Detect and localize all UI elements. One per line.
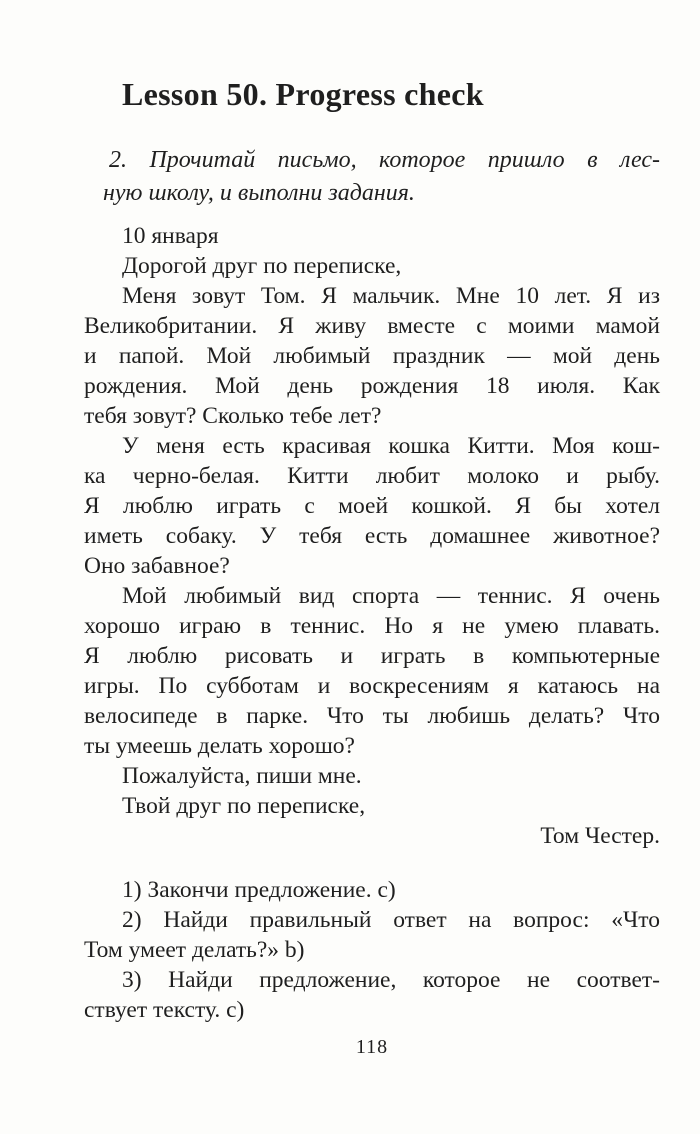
instruction-line: ную школу, и выполни задания.	[103, 180, 415, 206]
letter-line: иметь собаку. У тебя есть домашнее животное?	[84, 523, 660, 549]
letter-line: Меня зовут Том. Я мальчик. Мне 10 лет. Я из	[122, 283, 660, 309]
letter-line: Пожалуйста, пиши мне.	[122, 763, 362, 789]
exercise-line: 3) Найди предложение, которое не соответ-	[122, 967, 660, 993]
exercise-line: Том умеет делать?» b)	[84, 937, 305, 963]
page-title: Lesson 50. Progress check	[122, 76, 484, 112]
letter-line: тебя зовут? Сколько тебе лет?	[84, 403, 382, 429]
instruction-line: 2. Прочитай письмо, которое пришло в лес-	[109, 147, 660, 173]
letter-line: Твой друг по переписке,	[122, 793, 366, 819]
letter-line: и папой. Мой любимый праздник — мой день	[84, 343, 660, 369]
letter-line: игры. По субботам и воскресениям я катаюсь на	[84, 673, 660, 699]
letter-line: хорошо играю в теннис. Но я не умею плавать.	[84, 613, 660, 639]
exercise-line: 2) Найди правильный ответ на вопрос: «Что	[122, 907, 660, 933]
letter-line: Я люблю рисовать и играть в компьютерные	[84, 643, 660, 669]
letter-line: Великобритании. Я живу вместе с моими мамой	[84, 313, 660, 339]
letter-line: Дорогой друг по переписке,	[122, 253, 402, 279]
page-number: 118	[355, 1036, 389, 1058]
letter-line: ка черно-белая. Китти любит молоко и рыбу.	[84, 463, 660, 489]
letter-line: Я люблю играть с моей кошкой. Я бы хотел	[84, 493, 660, 519]
letter-line: рождения. Мой день рождения 18 июля. Как	[84, 373, 660, 399]
letter-line: ты умеешь делать хорошо?	[84, 733, 355, 759]
letter-line: У меня есть красивая кошка Китти. Моя кош-	[122, 433, 660, 459]
letter-body	[84, 221, 660, 851]
letter-line: велосипеде в парке. Что ты любишь делать? Что	[84, 703, 660, 729]
letter-signature: Том Честер.	[540, 823, 660, 849]
letter-line: Оно забавное?	[84, 553, 230, 579]
exercise-line: 1) Закончи предложение. c)	[122, 877, 396, 903]
letter-line: Мой любимый вид спорта — теннис. Я очень	[122, 583, 660, 609]
exercise-line: ствует тексту. c)	[84, 997, 245, 1023]
letter-line: 10 января	[122, 223, 219, 249]
task-instruction	[103, 144, 660, 210]
exercise-list	[84, 875, 660, 1025]
